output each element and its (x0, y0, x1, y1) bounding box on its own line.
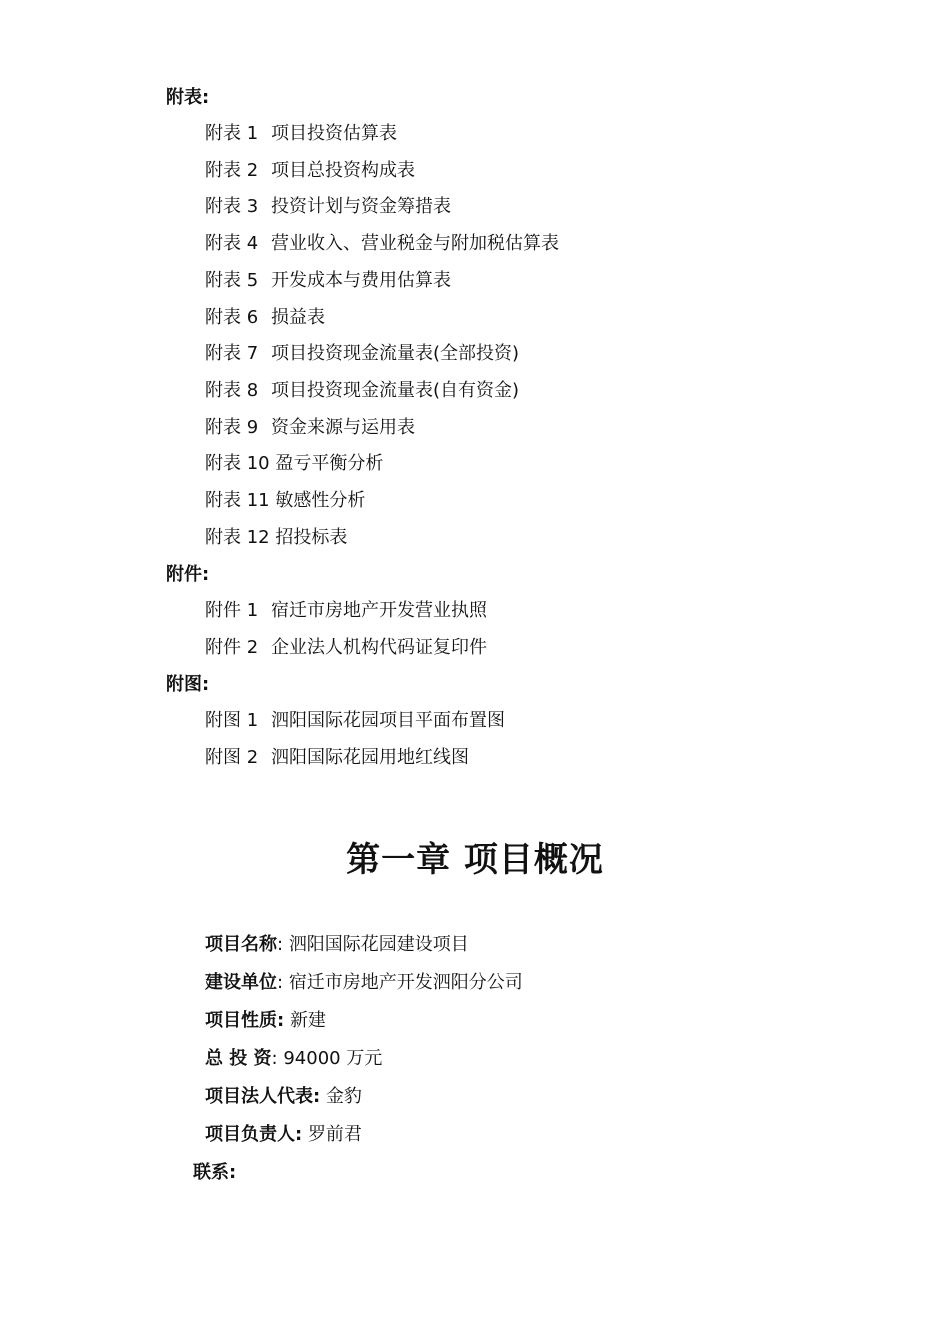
item-title: 招投标表 (275, 527, 348, 548)
item-code: 附图 2 (205, 747, 259, 768)
item-title: 开发成本与费用估算表 (271, 270, 451, 291)
item-title: 资金来源与运用表 (271, 417, 415, 438)
chapter-title: 第一章 项目概况 (346, 840, 604, 880)
info-sep: : (271, 1048, 278, 1069)
item-code: 附表 7 (205, 343, 259, 364)
item-title: 项目总投资构成表 (271, 160, 415, 181)
list-item (205, 269, 451, 293)
list-item (205, 195, 451, 219)
info-key: 总 投 资 (205, 1048, 272, 1069)
info-value: 新建 (289, 1010, 326, 1031)
item-title: 营业收入、营业税金与附加税估算表 (271, 233, 559, 254)
item-code: 附表 3 (205, 196, 259, 217)
list-item (205, 489, 365, 513)
item-code: 附表 1 (205, 123, 259, 144)
item-code: 附表 4 (205, 233, 259, 254)
list-item (205, 379, 519, 403)
item-title: 投资计划与资金筹措表 (271, 196, 451, 217)
item-title: 泗阳国际花园项目平面布置图 (271, 710, 505, 731)
appendix-figures-heading: 附图: (166, 674, 210, 695)
list-item (205, 709, 505, 733)
item-code: 附表 9 (205, 417, 259, 438)
info-row (205, 1085, 362, 1109)
info-key: 建设单位 (205, 972, 277, 993)
item-title: 宿迁市房地产开发营业执照 (271, 600, 487, 621)
item-code: 附件 2 (205, 637, 259, 658)
list-item (205, 746, 469, 770)
item-code: 附件 1 (205, 600, 259, 621)
info-key: 项目名称 (205, 934, 277, 955)
list-item (205, 416, 415, 440)
info-sep: : (277, 934, 284, 955)
info-value: 罗前君 (307, 1124, 362, 1145)
item-code: 附表 5 (205, 270, 259, 291)
info-row (205, 1009, 326, 1033)
info-row (205, 971, 523, 995)
item-code: 附表 11 (205, 490, 270, 511)
list-item (205, 636, 487, 660)
info-key: 项目性质: (205, 1010, 285, 1031)
contact-label: 联系: (193, 1162, 237, 1183)
info-row (205, 1123, 362, 1147)
info-sep: : (277, 972, 284, 993)
list-item (205, 232, 559, 256)
attachments-heading: 附件: (166, 564, 210, 585)
list-item (205, 452, 383, 476)
list-item (205, 599, 487, 623)
list-item (205, 122, 397, 146)
item-code: 附表 2 (205, 160, 259, 181)
item-title: 损益表 (271, 307, 325, 328)
item-code: 附表 12 (205, 527, 270, 548)
item-title: 项目投资现金流量表(全部投资) (271, 343, 520, 364)
item-title: 泗阳国际花园用地红线图 (271, 747, 469, 768)
list-item (205, 342, 519, 366)
list-item (205, 159, 415, 183)
appendix-tables-heading: 附表: (166, 87, 210, 108)
item-title: 项目投资估算表 (271, 123, 397, 144)
item-code: 附图 1 (205, 710, 259, 731)
item-code: 附表 8 (205, 380, 259, 401)
info-value: 宿迁市房地产开发泗阳分公司 (288, 972, 523, 993)
item-title: 敏感性分析 (275, 490, 366, 511)
list-item (205, 526, 347, 550)
info-value: 金豹 (325, 1086, 362, 1107)
item-title: 项目投资现金流量表(自有资金) (271, 380, 520, 401)
item-code: 附表 10 (205, 453, 270, 474)
info-value: 泗阳国际花园建设项目 (288, 934, 469, 955)
list-item (205, 306, 325, 330)
info-key: 项目负责人: (205, 1124, 303, 1145)
info-row (205, 1047, 382, 1071)
info-row (205, 933, 469, 957)
item-code: 附表 6 (205, 307, 259, 328)
info-value: 94000 万元 (283, 1048, 383, 1069)
item-title: 企业法人机构代码证复印件 (271, 637, 487, 658)
info-key: 项目法人代表: (205, 1086, 321, 1107)
item-title: 盈亏平衡分析 (275, 453, 384, 474)
